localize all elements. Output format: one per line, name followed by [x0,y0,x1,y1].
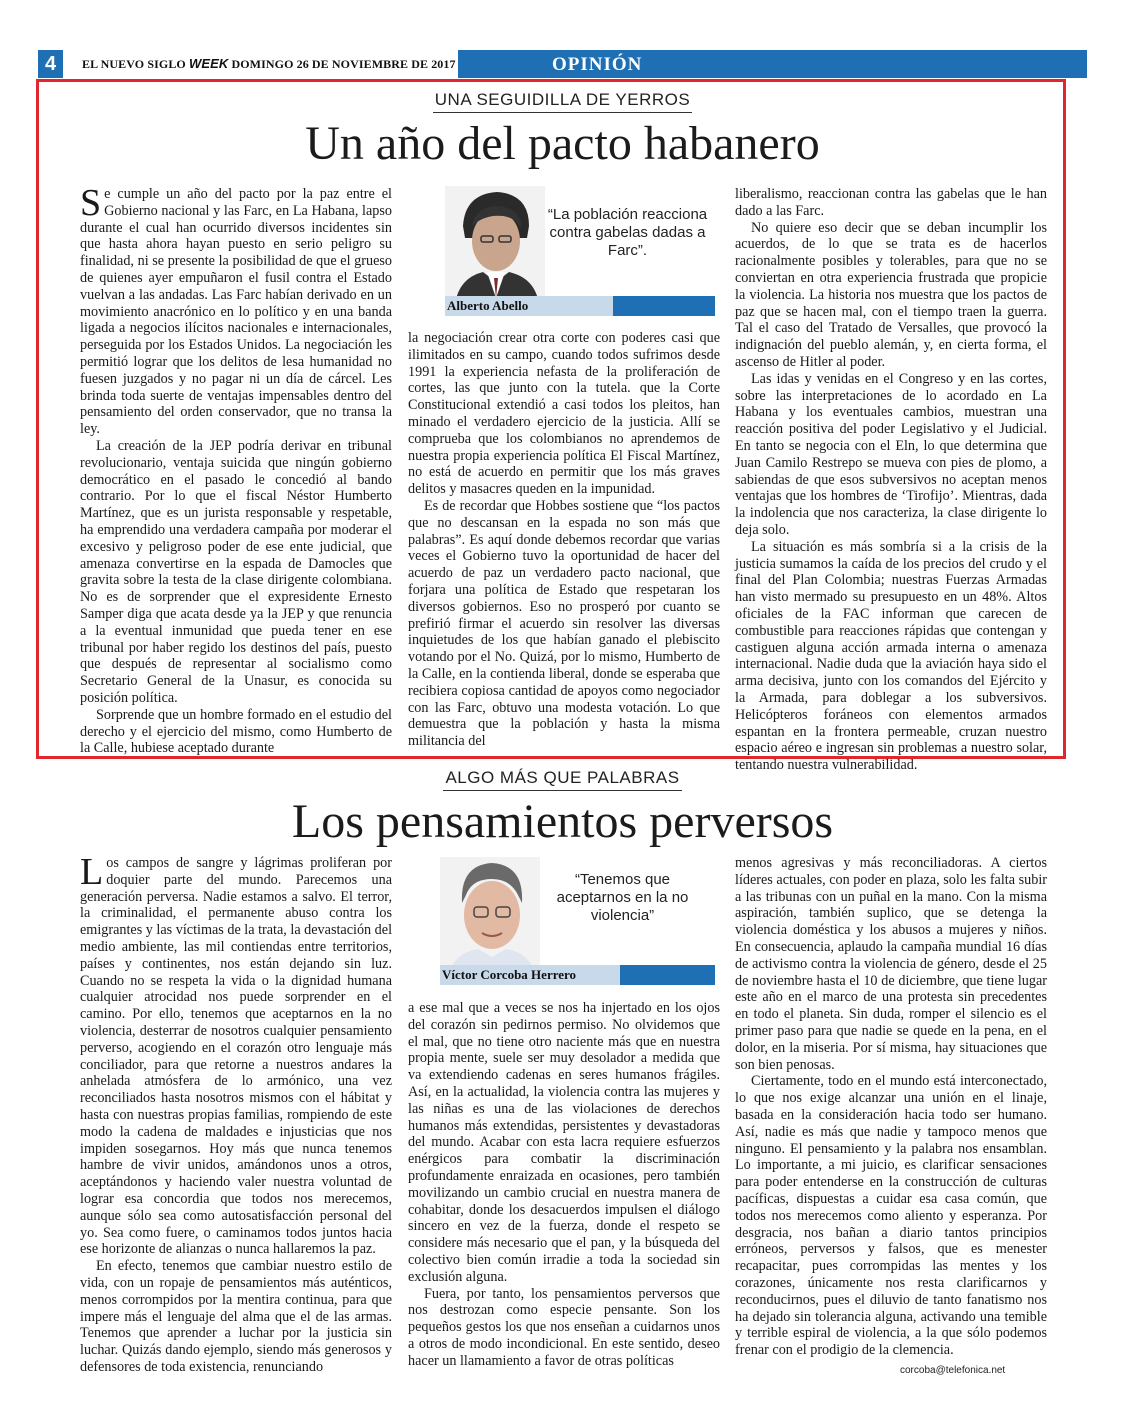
article1-kicker: UNA SEGUIDILLA DE YERROS [0,90,1125,113]
folio [82,56,456,72]
paragraph: menos agresivas y más reconciliadoras. A ciertos líderes actuales, con poder en plaza, solo les falta subir a las tribunas con un puñal en la mano. Con la misma aspiración, también suplico, que se detenga la violencia doméstica y los abusos a mujeres y niños. En consecuencia, aplaudo la campaña mundial 16 días de activismo contra la violencia de género, desde el 25 de noviembre hasta el 10 de diciembre, que tiene lugar este año en el marco de una protesta sin precedentes en todo el planeta. Sin duda, romper el silencio es el primer paso para que nadie se quede en la pena, en el dolor, en la miseria. Por sí misma, hay situaciones que son bien penosas. [735,855,1047,1073]
article1-headline: Un año del pacto habanero [305,117,820,170]
section-title: OPINIÓN [552,54,643,75]
paragraph: Ciertamente, todo en el mundo está interconectado, lo que nos exige alcanzar una unión en el linaje, basada en la consideración hacia todo ser humano. Así, nadie es más que nadie y tampoco menos que ninguno. El pensamiento y la palabra nos ensamblan. Lo importante, a mi juicio, es clarificar sensaciones para poder entenderse en la construcción de culturas pacíficas, dispuestas a cuidar esa casa común, que todos nos merecemos como aliento y esperanza. Por desgracia, nos bañan a diario tantos principios erróneos, perversos y falsos, que es menester recapacitar, pues corrompidas las mentes y los corazones, únicamente nos resta clarificarnos y reconducirnos, pues el diluvio de tanto fanatismo nos ha dejado sin tolerancia alguna, activando una temible y terrible espiral de violencia, a la que sólo podemos frenar con el prodigio de la clemencia. [735,1073,1047,1359]
article2-column-1 [80,851,393,1376]
author-bar-accent [620,965,715,985]
article2-headline: Los pensamientos perversos [291,795,834,848]
article2-column-3 [735,855,1047,1359]
author-photo [440,857,540,975]
author-bar-accent [613,296,715,316]
article2-column-2 [408,1000,720,1370]
folio-week: WEEK [188,56,229,71]
paragraph: Fuera, por tanto, los pensamientos perversos que nos destrozan como especie pensante. Son los pequeños gestos los que nos enseñan a cuidarnos unos a otros de modo incondicional. En este sentido, deseo hacer un llamamiento a favor de otras políticas [408,1285,720,1369]
paragraph: En efecto, tenemos que cambiar nuestro estilo de vida, con un ropaje de pensamientos más auténticos, menos corrompidos por la mentira continua, para que impere más el lenguaje del alma que el de las armas. Tenemos que aprender a luchar por la justicia sin luchar. Quizás dando ejemplo, siendo más generosos y defensores de toda existencia, renunciando [80,1258,392,1375]
paragraph: liberalismo, reaccionan contra las gabelas que le han dado a las Farc. [735,186,1047,219]
folio-date: DOMINGO 26 DE NOVIEMBRE DE 2017 [231,57,456,71]
folio-paper-name: EL NUEVO SIGLO [82,57,186,71]
article1-column-1 [80,182,392,757]
article1-column-3 [735,186,1047,774]
paragraph: Sorprende que un hombre formado en el estudio del derecho y el ejercicio del mismo, como Humberto de la Calle, hubiese aceptado durante [80,706,392,757]
author-name: Alberto Abello [447,298,529,313]
pull-quote: “Tenemos que aceptarnos en la no violencia” [556,871,689,924]
paragraph: Es de recordar que Hobbes sostiene que “los pactos que no descansan en la espada no son más que palabras”. Es aquí donde debemos recordar que varias veces el Gobierno tuvo la oportunidad de hacer del acuerdo de paz un verdadero pacto nacional, que forjara una política de Estado que respetaran los diversos gobiernos. Eso no prosperó por cuanto se prefirió firmar el acuerdo sin resolver las diversas inquietudes de los que habían ganado el plebiscito votando por el No. Quizá, por lo mismo, Humberto de la Calle, en la contienda liberal, donde se esperaba que recibiera copiosa cantidad de apoyos como negociador con las Farc, obtuvo una modesta votación. Lo que demuestra que la población y hasta la misma militancia del [408,497,720,750]
author-name: Víctor Corcoba Herrero [442,967,577,982]
paragraph: Las idas y venidas en el Congreso y en las cortes, sobre las interpretaciones de lo acordado en La Habana y los eventuales cambios, muestran una reacción positiva del poder Legislativo y el Judicial. En tanto se negocia con el Eln, lo que determina que Juan Camilo Restrepo se mueva con pies de plomo, a sabiendas de que esos subversivos no aceptan menos ventajas que los hombres de ‘Tirofijo’. Mientras, dada la indolencia que nos caracteriza, la clase dirigente lo deja solo. [735,370,1047,538]
page-number: 4 [38,50,63,78]
article2-kicker: ALGO MÁS QUE PALABRAS [0,768,1125,791]
drop-cap: L [80,851,104,893]
paragraph: La situación es más sombría si a la crisis de la justicia sumamos la caída de los precios del crudo y el final del Plan Colombia; nuestras Fuerzas Armadas han visto mermado su presupuesto en un 48%. Altos oficiales de la FAC informan que carecen de combustible para reacciones rápidas que contengan y castiguen alguna acción armada interna o amenaza internacional. Nadie duda que la aviación haya sido el arma decisiva, junto con los comandos del Ejército y la Armada, para doblegar a los subversivos. Helicópteros foráneos con elementos armados espantan en la frontera permeable, cruzan nuestro espacio aéreo e ingresan sin problemas a nuestro solar, tentando nuestra vulnerabilidad. [735,538,1047,774]
author-bar [445,296,715,316]
author-bar [440,965,715,985]
paragraph: a ese mal que a veces se nos ha injertado en los ojos del corazón sin pedirnos permiso. No olvidemos que el mal, que no tiene otro naciente más que en nuestra propia mente, suele ser muy desolador a medida que va extendiendo cadenas en seres humanos frágiles. Así, en la actualidad, la violencia contra las mujeres y las niñas es una de las violaciones de derechos humanos más extendidas, persistentes y devastadoras del mundo. Acabar con esta lacra requiere esfuerzos enérgicos para combatir la discriminación profundamente enraizada en ocasiones, pero también movilizando un cambio crucial en nuestra manera de cohabitar, donde los desacuerdos impulsen el diálogo sincero en vez de la fuerza, donde el respeto se considere más necesario que el pan, y la búsqueda del colectivo bien común irradie a toda la sociedad sin exclusión alguna. [408,1000,720,1285]
paragraph: No quiere eso decir que se deban incumplir los acuerdos, de lo que se trata es de hacerlos racionalmente posibles y tolerables, para que no se conviertan en otra experiencia frustrada que propicie la violencia. La historia nos muestra que los pactos de paz que se hacen mal, con el tiempo traen la guerra. Tal el caso del Tratado de Versalles, que provocó la indignación del pueblo alemán, y, en cierta forma, el ascenso de Hitler al poder. [735,219,1047,370]
pull-quote: “La población reacciona contra gabelas dadas a Farc”. [547,206,708,259]
drop-cap: S [80,182,102,224]
author-email: corcoba@telefonica.net [900,1365,1006,1376]
page-header [38,50,1087,78]
paragraph: La creación de la JEP podría derivar en tribunal revolucionario, ventaja suicida que ningún gobierno democrático en el pasado le concedió al bando contrario. Por lo que el fiscal Néstor Humberto Martínez, que es un jurista responsable y respetable, ha emprendido una verdadera campaña por moderar el excesivo y peligroso poder de ese ente judicial, que amenaza convertirse en la espada de Damocles que gravita sobre la testa de la clase dirigente colombiana. No es de sorprender que el expresidente Ernesto Samper diga que acata desde ya la JEP y que renuncia a la eventual inmunidad que pueda tener en ese tribunal por haber regido los destinos del país, puesto que después de representar al socialismo como Secretario General de la Unasur, es conocida su posición política. [80,437,392,706]
author-photo [445,186,545,304]
paragraph: Se cumple un año del pacto por la paz entre el Gobierno nacional y las Farc, en La Habana, lapso durante el cual han ocurrido diversos incidentes sin que hasta ahora hayan puesto en serio peligro su finalidad, ni se presente la posibilidad de que el grueso de quienes ayer empuñaron el fusil contra el Estado vuelvan a las andadas. Las Farc habían derivado en un movimiento anacrónico en lo político y en una banda ligada a negocios ilícitos nacionales e internacionales, perseguida por los Estados Unidos. La negociación les permitió lograr que los delitos de lesa humanidad no fuesen juzgados y no pagar ni un día de cárcel. Les brinda toda suerte de ventajas impensables dentro del pensamiento del orden conservador, que no transa la ley. [80,182,392,438]
article1-column-2 [408,330,720,750]
paragraph: la negociación crear otra corte con poderes casi que ilimitados en su campo, cuando todos sufrimos desde 1991 la experiencia nefasta de la proliferación de cortes, las que junto con la tutela. que la Corte Constitucional extendió a casi todos los pleitos, han minado el verdadero ejercicio de la justicia. Allí se comprueba que los colombianos no aprendemos de nuestra propia experiencia política El Fiscal Martínez, no está de acuerdo en permitir que los más graves delitos y masacres queden en la impunidad. [408,330,720,498]
paragraph: Los campos de sangre y lágrimas proliferan por doquier parte del mundo. Parecemos una generación perversa. Nadie estamos a salvo. El terror, la criminalidad, el permanente abuso contra los emigrantes y las víctimas de la trata, la devastación del medio ambiente, las mil contiendas entre territorios, países y continentes, nos están dejando sin luz. Cuando no se respeta la vida o la dignidad humana cualquier atrocidad nos puede sorprender en el camino. Por ello, tenemos que aceptarnos en la no violencia, desterrar de nosotros cualquier pensamiento perverso, acogiendo en el corazón otro lenguaje más conciliador, para que retorne a nuestros andares la anhelada atmósfera de lo armónico, una vez reconciliados hasta nosotros mismos con el hábitat y hasta con nuestras propias familias, rompiendo de este modo la cadena de maldades e injusticias que nos impiden sosegarnos. Hoy más que nunca tenemos hambre de vivir unidos, amándonos unos a otros, aceptándonos y haciendo valer nuestra voluntad de lograr esa concordia que todos nos merecemos, aunque sólo sea como autosatisfacción personal del yo. Sea como fuere, o caminamos todos juntos hacia ese horizonte de alianzas o nunca hallaremos la paz. [80,851,393,1258]
section-bar [458,50,1087,78]
